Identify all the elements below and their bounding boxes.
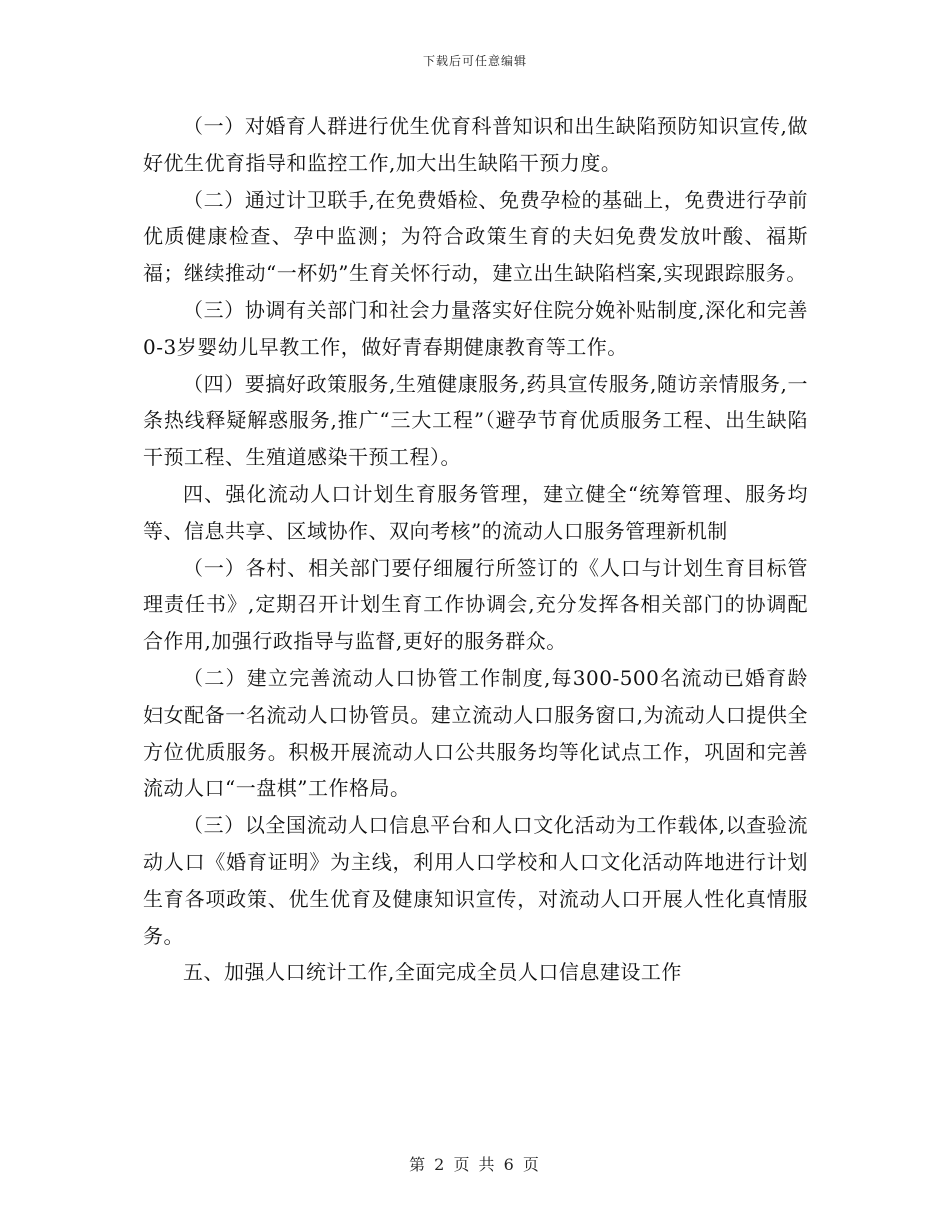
paragraph-1: （一）对婚育人群进行优生优育科普知识和出生缺陷预防知识宣传,做好优生优育指导和监控工作,加大出生缺陷干预力度。 bbox=[143, 114, 808, 175]
paragraph-6: （二）建立完善流动人口协管工作制度,每300-500名流动已婚育龄妇女配备一名流动人口协管员。建立流动人口服务窗口,为流动人口提供全方位优质服务。积极开展流动人口公共服务均等化试点工作，巩固和完善流动人口“一盘棋”工作格局。 bbox=[143, 665, 808, 801]
document-body bbox=[143, 108, 808, 991]
paragraph-5: （一）各村、相关部门要仔细履行所签订的《人口与计划生育目标管理责任书》,定期召开计划生育工作协调会,充分发挥各相关部门的协调配合作用,加强行政指导与监督,更好的服务群众。 bbox=[143, 555, 808, 654]
page-number: 第 2 页 共 6 页 bbox=[409, 1155, 541, 1174]
paragraph-2: （二）通过计卫联手,在免费婚检、免费孕检的基础上，免费进行孕前优质健康检查、孕中监测；为符合政策生育的夫妇免费发放叶酸、福斯福；继续推动“一杯奶”生育关怀行动，建立出生缺陷档案,实现跟踪服务。 bbox=[143, 187, 808, 286]
section-heading-4: 四、强化流动人口计划生育服务管理，建立健全“统筹管理、服务均等、信息共享、区域协作、双向考核”的流动人口服务管理新机制 bbox=[143, 481, 808, 543]
paragraph-4: （四）要搞好政策服务,生殖健康服务,药具宣传服务,随访亲情服务,一条热线释疑解惑服务,推广“三大工程”（避孕节育优质服务工程、出生缺陷干预工程、生殖道感染干预工程）。 bbox=[143, 371, 808, 470]
section-heading-5: 五、加强人口统计工作,全面完成全员人口信息建设工作 bbox=[183, 960, 682, 985]
page-header: 下载后可任意编辑 bbox=[422, 54, 527, 68]
paragraph-7: （三）以全国流动人口信息平台和人口文化活动为工作载体,以查验流动人口《婚育证明》为主线，利用人口学校和人口文化活动阵地进行计划生育各项政策、优生优育及健康知识宣传，对流动人口开展人性化真情服务。 bbox=[143, 813, 808, 948]
paragraph-3: （三）协调有关部门和社会力量落实好住院分娩补贴制度,深化和完善0-3岁婴幼儿早教工作，做好青春期健康教育等工作。 bbox=[143, 297, 808, 359]
